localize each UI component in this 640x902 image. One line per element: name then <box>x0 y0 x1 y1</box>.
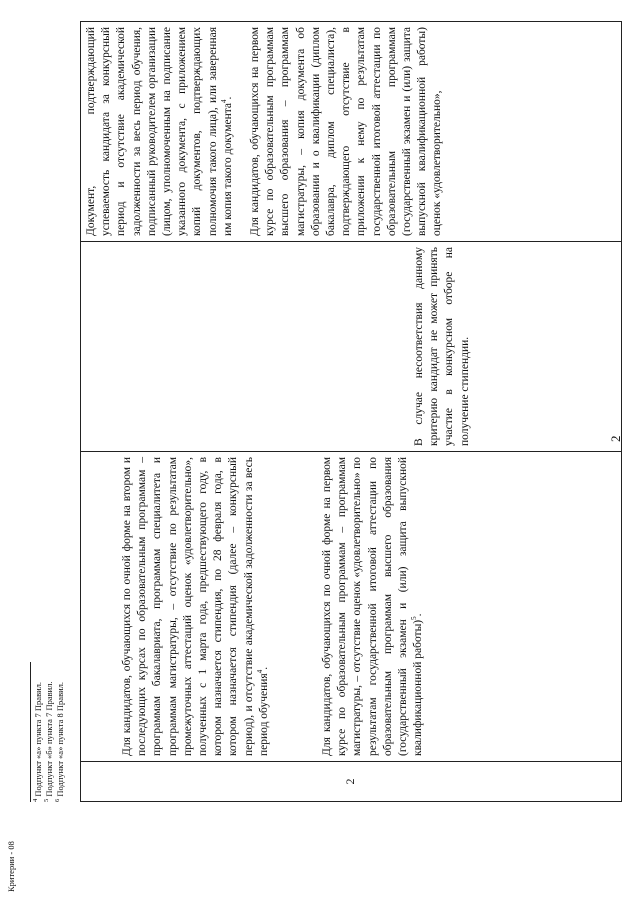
criterion-cell <box>81 452 622 762</box>
consequence-text: В случае несоответствия данному критерию кандидат не может принять участие в конкурсном отборе на получение стипендии. <box>413 247 471 446</box>
page-number: 2 <box>608 435 623 442</box>
footnote-item: $^6$ Подпункт «а» пункта 8 Правил. <box>54 682 65 802</box>
footnote-item: $^4$ Подпункт «а» пункта 7 Правил. <box>32 682 43 802</box>
criteria-table <box>80 21 622 802</box>
documents-paragraph-1: Документ, подтверждающий успеваемость кандидата за конкурсный период и отсутствие академической задолженности за весь период обучения, подписанный руководителем организации (лицом, уполномоченным на подписание указанного документа, с приложением копий документов, подтверждающих полномочия такого лица), или заверенная им копия такого документа$^4$. <box>85 27 234 236</box>
documents-cell <box>81 22 622 242</box>
footnote-item: $^5$ Подпункт «б» пункта 7 Правил. <box>43 681 54 802</box>
documents-paragraph-2: Для кандидатов, обучающихся на первом курсе по образовательным программам высшего образования – программам магистратуры, – копия документа об образовании и о квалификации (диплом бакалавра, диплом специалиста), подтверждающего отсутствие в приложении к нему по результатам государственной итоговой аттестации по образовательным программам (государственный экзамен и (или) защита выпускной квалификационной работы) оценок «удовлетворительно», <box>249 27 444 236</box>
criterion-paragraph-2: Для кандидатов, обучающихся по очной форме на первом курсе по образовательным программам – программам магистратуры, – отсутствие оценок «удовлетворительно» по результатам государственной итоговой аттестации по образовательным программам высшего образования (государственный экзамен и (или) защита выпускной квалификационной работы)$^5$. <box>321 457 425 756</box>
footnotes <box>30 382 66 802</box>
table-row <box>81 22 622 802</box>
corner-label: Критерии - 08 <box>6 841 16 892</box>
row-number: 2 <box>81 762 622 802</box>
footnote-rule <box>30 662 31 802</box>
consequence-cell <box>81 242 622 452</box>
criterion-paragraph-1: Для кандидатов, обучающихся по очной форме на втором и последующих курсах по образовательным программам – программам бакалавриата, программам специалитета и программам магистратуры, – отсутствие по результатам промежуточных аттестаций оценок «удовлетворительно», полученных с 1 марта года, предшествующего году, в котором назначается стипендия, по 28 февраля года, в котором назначается стипендия (далее – конкурсный период), и отсутствие академической задолженности за весь период обучения$^4$. <box>121 457 270 756</box>
